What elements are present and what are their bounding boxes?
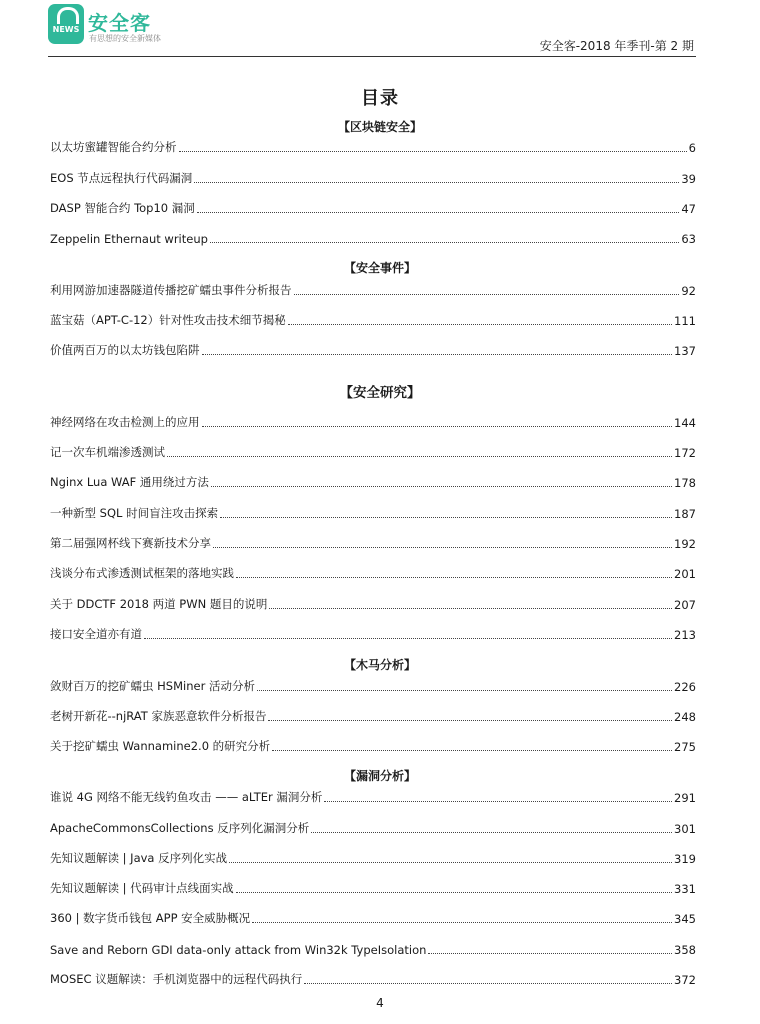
- logo-name: 安全客: [88, 11, 151, 35]
- toc-entry-title: 先知议题解读 | Java 反序列化实战: [50, 851, 228, 865]
- toc-entry-title: DASP 智能合约 Top10 漏洞: [50, 201, 195, 215]
- toc-entry-title: 蓝宝菇（APT-C-12）针对性攻击技术细节揭秘: [50, 313, 286, 327]
- page-number: 4: [376, 996, 384, 1010]
- toc-entry-page: 137: [674, 344, 696, 358]
- toc-leader: [272, 750, 672, 751]
- toc-entry[interactable]: [50, 565, 696, 581]
- toc-leader: [211, 486, 672, 487]
- toc-entry-title: Zeppelin Ethernaut writeup: [50, 232, 208, 246]
- logo-tag: NEWS: [52, 25, 80, 34]
- section-heading: 【区块链安全】: [337, 120, 422, 134]
- toc-entry[interactable]: [50, 708, 696, 724]
- toc-entry-title: EOS 节点远程执行代码漏洞: [50, 171, 193, 185]
- toc-entry-page: 144: [674, 416, 696, 430]
- toc-entry-page: 291: [674, 791, 696, 805]
- logo-slogan: 有思想的安全新媒体: [89, 34, 161, 43]
- toc-entry-title: 360 | 数字货币钱包 APP 安全威胁概况: [50, 911, 251, 925]
- toc-entry-page: 207: [674, 598, 696, 612]
- toc-entry[interactable]: [50, 200, 696, 216]
- toc-entry[interactable]: [50, 850, 696, 866]
- toc-entry-page: 301: [674, 822, 696, 836]
- toc-entry-page: 192: [674, 537, 696, 551]
- toc-entry-page: 226: [674, 680, 696, 694]
- toc-entry-title: 老树开新花--njRAT 家族恶意软件分析报告: [50, 709, 267, 723]
- toc-entry-title: 接口安全道亦有道: [50, 627, 142, 641]
- toc-entry-title: 利用网游加速器隧道传播挖矿蠕虫事件分析报告: [50, 283, 292, 297]
- issue-label: 安全客-2018 年季刊-第 2 期: [539, 39, 694, 53]
- toc-entry[interactable]: [50, 444, 696, 460]
- toc-entry[interactable]: [50, 941, 696, 957]
- toc-entry-page: 345: [674, 912, 696, 926]
- toc-entry-title: 记一次车机端渗透测试: [50, 445, 165, 459]
- toc-entry-title: MOSEC 议题解读：手机浏览器中的远程代码执行: [50, 972, 303, 986]
- toc-entry[interactable]: [50, 596, 696, 612]
- toc-entry-page: 372: [674, 973, 696, 987]
- toc-leader: [179, 151, 687, 152]
- toc-entry-page: 178: [674, 476, 696, 490]
- toc-leader: [288, 324, 672, 325]
- toc-leader: [144, 638, 672, 639]
- toc-entry-page: 172: [674, 446, 696, 460]
- toc-leader: [257, 690, 672, 691]
- toc-entry-page: 331: [674, 882, 696, 896]
- toc-entry[interactable]: [50, 312, 696, 328]
- toc-leader: [428, 953, 672, 954]
- toc-entry[interactable]: [50, 738, 696, 754]
- toc-leader: [210, 242, 679, 243]
- toc-entry[interactable]: [50, 820, 696, 836]
- toc-entry-page: 111: [674, 314, 696, 328]
- toc-entry-page: 319: [674, 852, 696, 866]
- toc-entry[interactable]: [50, 535, 696, 551]
- toc-leader: [236, 892, 672, 893]
- toc-entry[interactable]: [50, 170, 696, 186]
- toc-entry-page: 248: [674, 710, 696, 724]
- toc-entry-page: 47: [681, 202, 696, 216]
- toc-entry[interactable]: [50, 414, 696, 430]
- toc-entry-title: 以太坊蜜罐智能合约分析: [50, 140, 177, 154]
- toc-entry[interactable]: [50, 230, 696, 246]
- toc-title: 目录: [361, 88, 399, 109]
- toc-entry[interactable]: [50, 910, 696, 926]
- toc-entry[interactable]: [50, 342, 696, 358]
- toc-entry-title: Save and Reborn GDI data-only attack from Win32k TypeIsolation: [50, 943, 427, 957]
- toc-leader: [268, 720, 672, 721]
- toc-leader: [194, 182, 679, 183]
- toc-entry-page: 92: [681, 284, 696, 298]
- toc-entry-title: 价值两百万的以太坊钱包陷阱: [50, 343, 200, 357]
- toc-entry[interactable]: [50, 789, 696, 805]
- toc-leader: [202, 426, 673, 427]
- toc-entry-title: 一种新型 SQL 时间盲注攻击探索: [50, 506, 219, 520]
- toc-entry[interactable]: [50, 880, 696, 896]
- toc-entry-page: 201: [674, 567, 696, 581]
- toc-entry-title: 第二届强网杯线下赛新技术分享: [50, 536, 211, 550]
- section-heading: 【安全研究】: [339, 385, 421, 401]
- toc-entry-page: 6: [688, 141, 696, 155]
- toc-leader: [252, 922, 672, 923]
- toc-entry-title: 神经网络在攻击检测上的应用: [50, 415, 200, 429]
- toc-entry-page: 358: [674, 943, 696, 957]
- toc-leader: [311, 832, 672, 833]
- toc-entry[interactable]: [50, 971, 696, 987]
- toc-entry-page: 39: [681, 172, 696, 186]
- toc-entry-page: 187: [674, 507, 696, 521]
- toc-leader: [213, 547, 672, 548]
- toc-entry-title: 浅谈分布式渗透测试框架的落地实践: [50, 566, 234, 580]
- section-heading: 【木马分析】: [343, 658, 416, 672]
- toc-entry-title: 先知议题解读 | 代码审计点线面实战: [50, 881, 234, 895]
- toc-leader: [220, 517, 672, 518]
- toc-entry-title: 谁说 4G 网络不能无线钓鱼攻击 —— aLTEr 漏洞分析: [50, 790, 323, 804]
- toc-entry-page: 275: [674, 740, 696, 754]
- toc-entry-title: 关于 DDCTF 2018 两道 PWN 题目的说明: [50, 597, 268, 611]
- toc-entry[interactable]: [50, 505, 696, 521]
- toc-entry-page: 213: [674, 628, 696, 642]
- toc-leader: [236, 577, 672, 578]
- toc-entry[interactable]: [50, 678, 696, 694]
- toc-leader: [304, 983, 672, 984]
- toc-leader: [324, 801, 672, 802]
- toc-entry-page: 63: [681, 232, 696, 246]
- toc-entry-title: 敛财百万的挖矿蠕虫 HSMiner 活动分析: [50, 679, 255, 693]
- toc-leader: [197, 212, 680, 213]
- toc-entry-title: ApacheCommonsCollections 反序列化漏洞分析: [50, 821, 310, 835]
- toc-leader: [202, 354, 673, 355]
- toc-leader: [229, 862, 672, 863]
- toc-entry[interactable]: [50, 474, 696, 490]
- toc-entry[interactable]: [50, 139, 696, 155]
- toc-entry[interactable]: [50, 282, 696, 298]
- toc-entry-title: Nginx Lua WAF 通用绕过方法: [50, 475, 209, 489]
- toc-entry[interactable]: [50, 626, 696, 642]
- toc-leader: [269, 608, 672, 609]
- toc-leader: [167, 456, 672, 457]
- toc-leader: [294, 294, 680, 295]
- section-heading: 【漏洞分析】: [343, 769, 416, 783]
- toc-entry-title: 关于挖矿蠕虫 Wannamine2.0 的研究分析: [50, 739, 271, 753]
- section-heading: 【安全事件】: [343, 261, 416, 275]
